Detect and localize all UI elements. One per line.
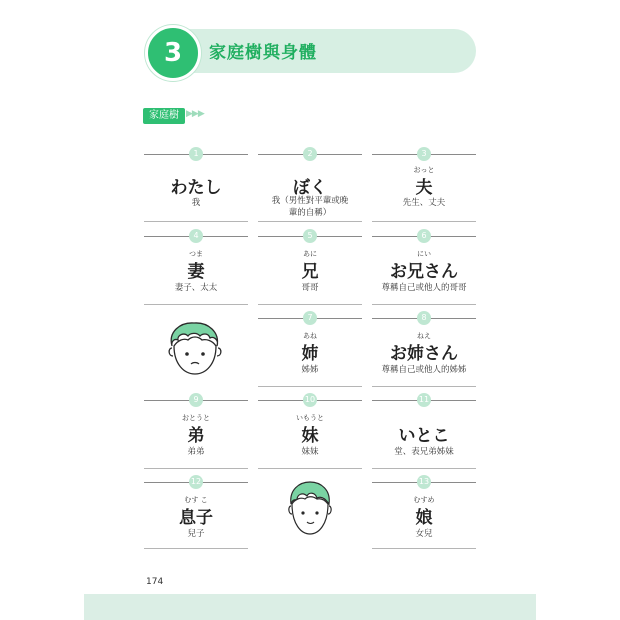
vocab-meaning: 先生、丈夫 [402,198,446,208]
vocab-meaning: 兒子 [187,529,205,539]
vocab-word: お姉さん [390,344,458,364]
vocab-word: 息子 [179,508,213,528]
vocab-meaning: 姊姊 [301,365,319,375]
cell-number-badge: 3 [417,147,431,161]
section-tag: 家庭樹 [143,108,185,124]
vocab-furigana: ねえ [417,332,431,340]
chapter-number: 3 [145,25,201,81]
cell-number-badge: 6 [417,229,431,243]
vocab-word: 弟 [187,426,205,446]
vocab-furigana: あね [303,332,317,340]
vocab-word: 妹 [301,426,319,446]
divider [144,548,248,549]
cell-number-badge: 13 [417,475,431,489]
vocab-cell-2 [258,146,362,224]
vocab-cell-10 [258,392,362,470]
vocab-cell-6 [372,228,476,306]
page-number: 174 [146,577,164,587]
vocab-word: ぼく [293,178,327,198]
vocab-word: 娘 [415,508,433,528]
vocab-furigana: つま [189,250,203,258]
vocab-furigana: むすめ [413,496,435,504]
vocab-furigana: むす こ [184,496,208,504]
cell-number-badge: 5 [303,229,317,243]
divider [372,468,476,469]
divider [144,304,248,305]
chapter-title: 家庭樹與身體 [209,43,317,63]
vocab-cell-4 [144,228,248,306]
chapter-header-bar [160,29,476,73]
section-arrows-icon: ▶▶▶ [186,109,204,119]
vocab-cell-1 [144,146,248,224]
vocab-meaning: 尊稱自己或他人的姊姊 [381,365,467,375]
vocab-meaning: 妹妹 [301,447,319,457]
vocab-word: 兄 [301,262,319,282]
boy-face-icon [287,480,333,538]
cell-number-badge: 8 [417,311,431,325]
divider [258,221,362,222]
vocab-furigana: いもうと [296,414,324,422]
vocab-cell-12 [144,474,248,552]
vocab-meaning: 尊稱自己或他人的哥哥 [381,283,467,293]
vocab-cell-11 [372,392,476,470]
vocab-word: お兄さん [390,262,458,282]
vocab-furigana: あに [303,250,317,258]
vocab-cell-7 [258,310,362,388]
bottom-band [84,594,536,620]
vocab-meaning: 我 [191,198,201,208]
divider [258,468,362,469]
cell-number-badge: 12 [189,475,203,489]
divider [372,221,476,222]
cell-number-badge: 9 [189,393,203,407]
vocab-cell-9 [144,392,248,470]
vocab-meaning: 妻子、太太 [174,283,218,293]
cell-number-badge: 7 [303,311,317,325]
cell-number-badge: 1 [189,147,203,161]
divider [372,548,476,549]
divider [258,386,362,387]
vocab-meaning: 堂、表兄弟姊妹 [394,447,454,457]
vocab-word: 妻 [187,262,205,282]
divider [372,386,476,387]
vocab-word: 夫 [415,178,433,198]
vocab-meaning: 我（男性對平輩或晚輩的自稱） [271,196,349,218]
cell-number-badge: 4 [189,229,203,243]
vocab-meaning: 女兒 [415,529,433,539]
vocab-cell-3 [372,146,476,224]
vocab-furigana: にい [417,250,431,258]
vocab-word: いとこ [398,426,450,446]
divider [258,304,362,305]
vocab-meaning: 哥哥 [301,283,319,293]
cell-number-badge: 11 [417,393,431,407]
vocab-cell-8 [372,310,476,388]
vocab-furigana: おとうと [182,414,210,422]
vocab-furigana: おっと [413,166,435,174]
divider [144,468,248,469]
cell-number-badge: 10 [303,393,317,407]
girl-face-icon [164,318,226,380]
vocab-cell-5 [258,228,362,306]
divider [372,304,476,305]
vocab-meaning: 弟弟 [187,447,205,457]
vocab-cell-13 [372,474,476,552]
vocab-word: 姉 [301,344,319,364]
divider [144,221,248,222]
cell-number-badge: 2 [303,147,317,161]
vocab-word: わたし [170,178,222,198]
